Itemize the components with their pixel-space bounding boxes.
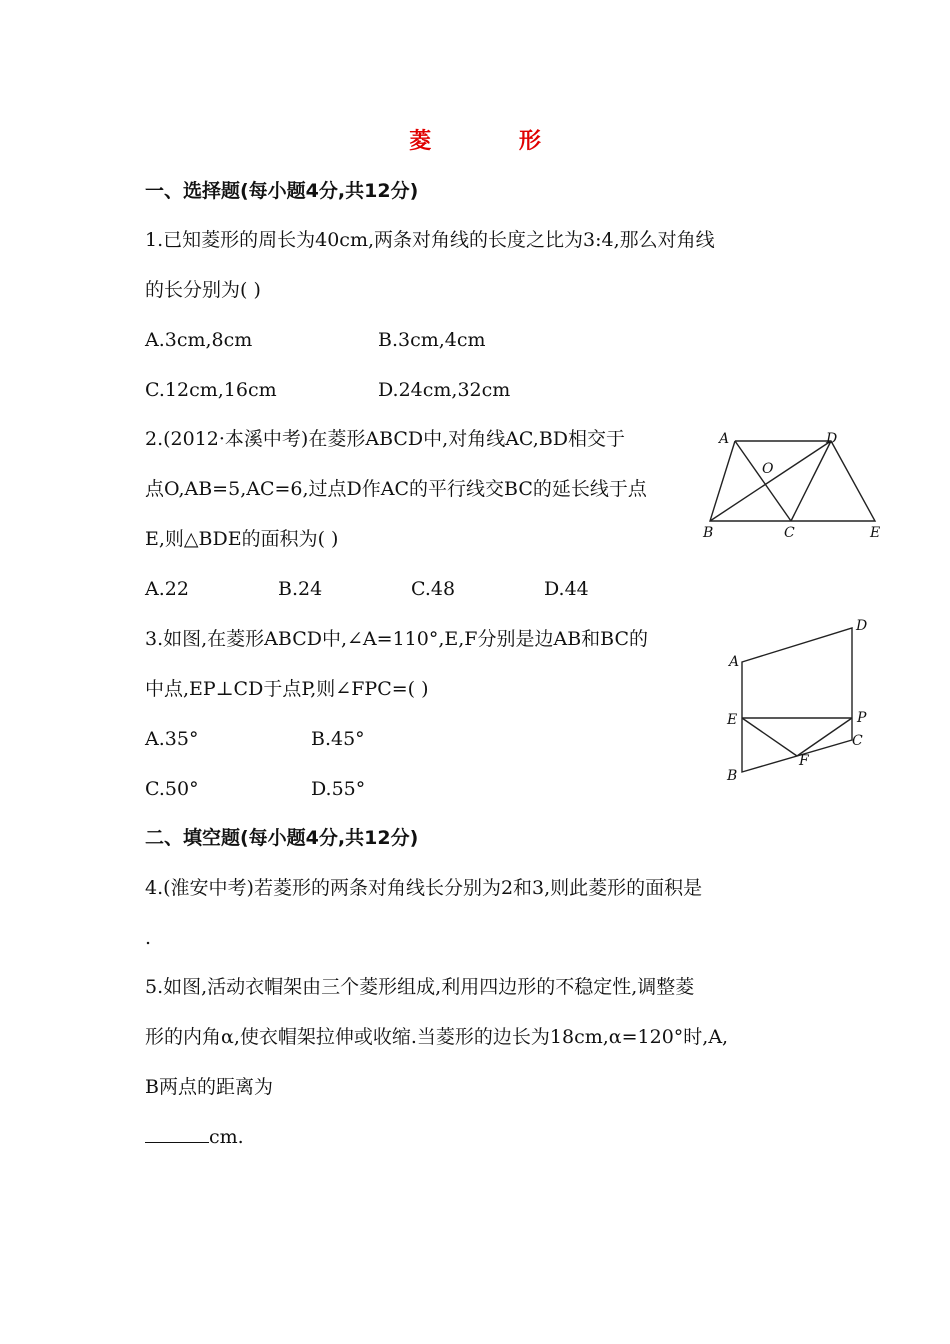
q5-answer-line [145,1124,244,1150]
rhombus-abcd-figure [695,425,895,550]
section-heading-fill: 二、填空题(每小题4分,共12分) [145,827,419,849]
figure-outline [742,628,852,772]
q2-option-c: C.48 [411,578,456,600]
q2-text-line3: E,则△BDE的面积为( ) [145,528,339,550]
label-e: E [870,525,881,541]
q3-text-line2: 中点,EP⊥CD于点P,则∠FPC=( ) [145,678,429,700]
q3-text-line1: 3.如图,在菱形ABCD中,∠A=110°,E,F分别是边AB和BC的 [145,628,649,650]
answer-blank[interactable] [145,1124,209,1143]
section-heading-choice: 一、选择题(每小题4分,共12分) [145,180,419,202]
label-f: F [799,753,809,769]
label-c: C [852,733,863,749]
q5-unit: cm. [209,1126,244,1148]
q3-option-b: B.45° [311,728,365,750]
label-a: A [719,431,730,447]
segment-fp [797,718,852,756]
rhombus-efp-figure [720,612,890,792]
q1-option-c: C.12cm,16cm [145,379,277,401]
label-a: A [729,654,740,670]
label-p: P [857,710,867,726]
q1-option-a: A.3cm,8cm [145,329,253,351]
q2-option-b: B.24 [278,578,323,600]
q1-text-line2: 的长分别为( ) [145,279,261,301]
q1-text-line1: 1.已知菱形的周长为40cm,两条对角线的长度之比为3:4,那么对角线 [145,229,715,251]
q2-option-d: D.44 [544,578,589,600]
q5-text-line1: 5.如图,活动衣帽架由三个菱形组成,利用四边形的不稳定性,调整菱 [145,976,695,998]
q3-option-a: A.35° [145,728,199,750]
label-b: B [727,768,738,784]
q2-option-a: A.22 [145,578,189,600]
label-d: D [856,618,868,634]
label-c: C [784,525,795,541]
q2-text-line1: 2.(2012·本溪中考)在菱形ABCD中,对角线AC,BD相交于 [145,428,626,450]
q5-text-line2: 形的内角α,使衣帽架拉伸或收缩.当菱形的边长为18cm,α=120°时,A, [145,1026,729,1048]
diagonal-ac [735,441,791,521]
q2-text-line2: 点O,AB=5,AC=6,过点D作AC的平行线交BC的延长线于点 [145,478,647,500]
label-d: D [826,431,838,447]
q5-text-line3: B两点的距离为 [145,1076,273,1098]
label-e: E [727,712,738,728]
q3-option-d: D.55° [311,778,366,800]
diagonal-bd [710,441,831,521]
q3-option-c: C.50° [145,778,199,800]
q4-text-line1: 4.(淮安中考)若菱形的两条对角线长分别为2和3,则此菱形的面积是 [145,877,703,899]
page-title: 菱 形 [409,129,581,154]
segment-ef [742,718,797,756]
q1-option-d: D.24cm,32cm [378,379,511,401]
figure-outline [710,441,875,521]
q4-text-line2: . [145,927,152,949]
label-b: B [703,525,714,541]
side-dc [791,441,831,521]
label-o: O [762,461,774,477]
q1-option-b: B.3cm,4cm [378,329,486,351]
